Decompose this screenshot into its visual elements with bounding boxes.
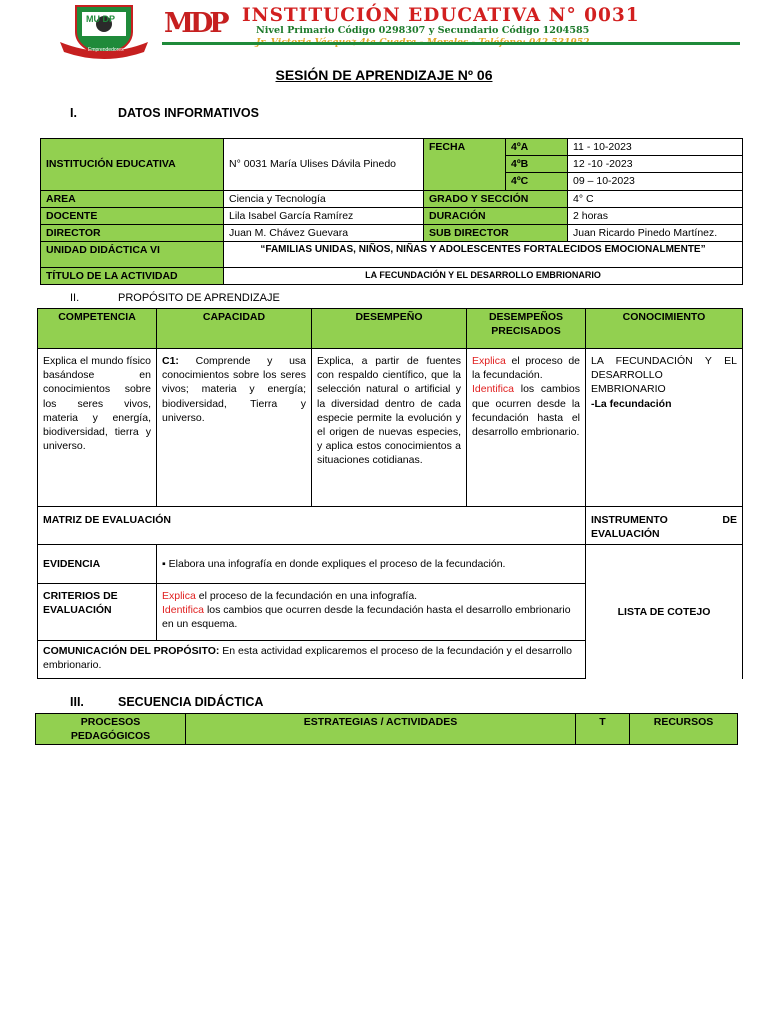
date-c: 09 – 10-2023 xyxy=(568,173,743,190)
matriz-label: MATRIZ DE EVALUACIÓN xyxy=(38,507,586,545)
section-label: SECUENCIA DIDÁCTICA xyxy=(118,695,264,709)
section-number: I. xyxy=(70,106,77,120)
criterios-cell xyxy=(157,584,586,641)
section-label: PROPÓSITO DE APRENDIZAJE xyxy=(118,292,280,304)
evidencia-cell: ▪ Elabora una infografía en donde expliques el proceso de la fecundación. xyxy=(157,545,586,584)
conocimiento-cell xyxy=(586,349,743,507)
date-b: 12 -10 -2023 xyxy=(568,156,743,173)
header-desempenos-precisados: DESEMPEÑOS PRECISADOS xyxy=(467,309,586,349)
area-value: Ciencia y Tecnología xyxy=(224,190,424,207)
section-number: III. xyxy=(70,695,84,709)
header-conocimiento: CONOCIMIENTO xyxy=(586,309,743,349)
comunicacion-cell xyxy=(38,641,586,679)
criterio-verb-identifica: Identifica xyxy=(162,604,205,617)
header-estrategias: ESTRATEGIAS / ACTIVIDADES xyxy=(186,714,576,745)
titulo-value: LA FECUNDACIÓN Y EL DESARROLLO EMBRIONARIO xyxy=(224,268,743,285)
header-tiempo: T xyxy=(576,714,630,745)
section-label: DATOS INFORMATIVOS xyxy=(118,106,259,120)
header-recursos: RECURSOS xyxy=(630,714,738,745)
docente-value: Lila Isabel García Ramírez xyxy=(224,207,424,224)
subdirector-value: Juan Ricardo Pinedo Martínez. xyxy=(568,224,743,241)
school-shield-logo xyxy=(58,2,150,60)
capacidad-code: C1: xyxy=(162,355,179,367)
datos-informativos-table xyxy=(40,138,743,285)
header-capacidad: CAPACIDAD xyxy=(157,309,312,349)
precisado-verb-identifica: Identifica xyxy=(472,383,515,396)
criterios-label: CRITERIOS DE EVALUACIÓN xyxy=(38,584,157,641)
director-label: DIRECTOR xyxy=(41,224,224,241)
capacidad-text: Comprende y usa conocimientos sobre los seres vivos; materia y energía; biodiversidad, Tierra y universo. xyxy=(162,355,306,424)
subdirector-label: SUB DIRECTOR xyxy=(424,224,568,241)
unidad-value: “FAMILIAS UNIDAS, NIÑOS, NIÑAS Y ADOLESCENTES FORTALECIDOS EMOCIONALMENTE” xyxy=(224,242,743,268)
secuencia-table xyxy=(35,713,738,745)
grado-value: 4° C xyxy=(568,190,743,207)
desempeno-text: Explica, a partir de fuentes con respaldo científico, que la selección natural o artificial y la diversidad dentro de cada especie permite la evolución y el origen de nuevas especies, y aplica estos conocimientos a situaciones cotidianas. xyxy=(312,349,467,507)
logo-text: MU DP xyxy=(86,14,115,24)
duracion-label: DURACIÓN xyxy=(424,207,568,224)
criterio-text-1: el proceso de la fecundación en una infografía. xyxy=(198,590,418,602)
conocimiento-text: LA FECUNDACIÓN Y EL DESARROLLO EMBRIONARIO xyxy=(591,355,737,396)
area-label: AREA xyxy=(41,190,224,207)
header-divider xyxy=(162,42,740,45)
grado-label: GRADO Y SECCIÓN xyxy=(424,190,568,207)
docente-label: DOCENTE xyxy=(41,207,224,224)
instrumento-label: INSTRUMENTO DE EVALUACIÓN xyxy=(586,507,743,545)
evidencia-label: EVIDENCIA xyxy=(38,545,157,584)
section-heading-datos xyxy=(70,106,259,120)
date-a: 11 - 10-2023 xyxy=(568,139,743,156)
director-value: Juan M. Chávez Guevara xyxy=(224,224,424,241)
competencia-text: Explica el mundo físico basándose en conocimientos sobre los seres vivos, materia y energía, biodiversidad, tierra y universo. xyxy=(38,349,157,507)
desempenos-precisados-cell xyxy=(467,349,586,507)
comunicacion-label: COMUNICACIÓN DEL PROPÓSITO: xyxy=(43,645,220,657)
titulo-label: TÍTULO DE LA ACTIVIDAD xyxy=(41,268,224,285)
section-heading-secuencia xyxy=(70,695,263,709)
capacidad-cell xyxy=(157,349,312,507)
precisado-text-1: el proceso de la fecundación. xyxy=(472,355,581,382)
precisado-text-2: los cambios que ocurren desde la fecundación hasta el desarrollo embrionario. xyxy=(472,383,580,438)
session-title: SESIÓN DE APRENDIZAJE Nº 06 xyxy=(275,67,493,83)
evidencia-value: Elabora una infografía en donde expliques el proceso de la fecundación. xyxy=(168,557,506,570)
grade-c: 4ºC xyxy=(506,173,568,190)
criterio-verb-explica: Explica xyxy=(162,590,196,602)
unidad-label: UNIDAD DIDÁCTICA VI xyxy=(41,242,224,268)
header-desempeno: DESEMPEÑO xyxy=(312,309,467,349)
institution-title: INSTITUCIÓN EDUCATIVA N° 0031 xyxy=(242,5,640,26)
precisado-verb-explica: Explica xyxy=(472,355,506,367)
fecha-label: FECHA xyxy=(424,139,506,191)
instrumento-value: LISTA DE COTEJO xyxy=(586,545,743,679)
header-procesos: PROCESOS PEDAGÓGICOS xyxy=(36,714,186,745)
criterio-text-2: los cambios que ocurren desde la fecundación hasta el desarrollo embrionario en un esquema. xyxy=(162,604,571,631)
institucion-label: INSTITUCIÓN EDUCATIVA xyxy=(41,139,224,191)
conocimiento-subtopic: -La fecundación xyxy=(591,397,672,410)
comunicacion-value: En esta actividad explicaremos el proceso de la fecundación y el desarrollo embrionario. xyxy=(43,645,572,672)
grade-a: 4ºA xyxy=(506,139,568,156)
monogram-text: MDP xyxy=(164,8,226,39)
institution-codes: Nivel Primario Código 0298307 y Secundario Código 1204585 xyxy=(256,25,590,36)
institucion-value: N° 0031 María Ulises Dávila Pinedo xyxy=(224,139,424,191)
proposito-table xyxy=(37,308,743,679)
institution-monogram xyxy=(162,8,242,46)
header-competencia: COMPETENCIA xyxy=(38,309,157,349)
section-heading-proposito xyxy=(70,292,280,304)
duracion-value: 2 horas xyxy=(568,207,743,224)
section-number: II. xyxy=(70,292,80,304)
grade-b: 4ºB xyxy=(506,156,568,173)
logo-banner: Emprendedores xyxy=(88,47,124,53)
